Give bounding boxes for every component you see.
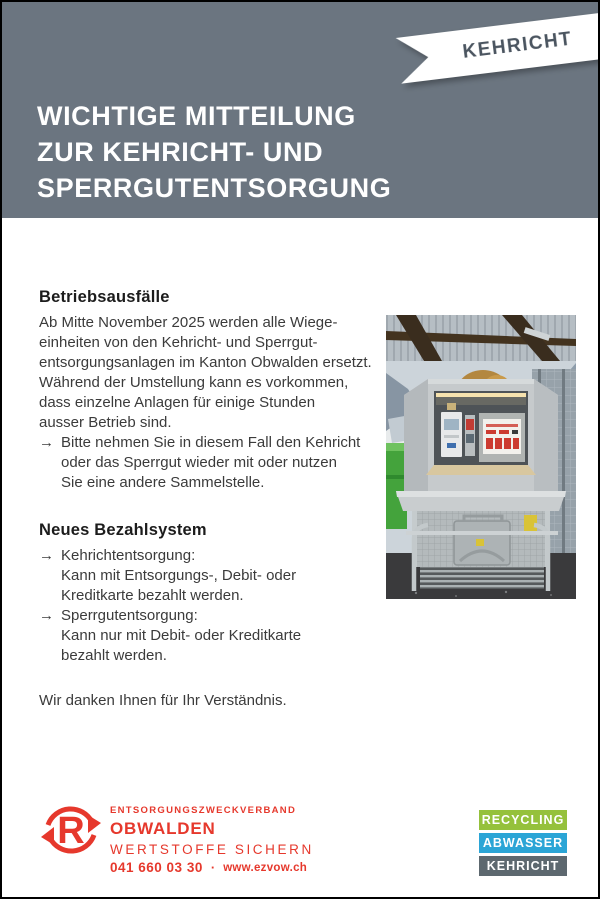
paragraph-line: Während der Umstellung kann es vorkommen,: [39, 374, 349, 391]
paragraph-line: Ab Mitte November 2025 werden alle Wiege-: [39, 314, 338, 331]
service-badges: [479, 810, 567, 879]
page-title-line: ZUR KEHRICHT- UND: [37, 137, 324, 167]
header-band: [2, 2, 598, 218]
organisation-type: ENTSORGUNGSZWECKVERBAND: [110, 805, 297, 816]
list-item-text: [61, 433, 360, 493]
section1-paragraph: [39, 313, 384, 433]
contact-row: [110, 860, 307, 875]
arrow-bullet-icon: →: [39, 607, 54, 624]
list-item: [39, 606, 384, 666]
list-item: [39, 433, 384, 493]
list-item: [39, 546, 384, 606]
section1-heading: Betriebsausfälle: [39, 288, 170, 306]
organisation-block: [110, 805, 314, 857]
page-title-line: SPERRGUTENTSORGUNG: [37, 173, 392, 203]
badge-kehricht: KEHRICHT: [479, 856, 567, 876]
page-title-line: WICHTIGE MITTEILUNG: [37, 101, 356, 131]
website-url: www.ezvow.ch: [223, 861, 308, 874]
page-title: [37, 98, 391, 206]
section2-heading: Neues Bezahlsystem: [39, 521, 207, 539]
separator-dot: ·: [210, 860, 216, 875]
list-item-line: Kehrichtentsorgung:: [61, 547, 196, 564]
main-content: [39, 286, 384, 711]
list-item-text: [61, 606, 301, 666]
organisation-name: OBWALDEN: [110, 819, 216, 838]
category-ribbon: [396, 13, 598, 90]
organisation-tagline: WERTSTOFFE SICHERN: [110, 842, 314, 857]
waste-disposal-station-photo: [386, 315, 576, 599]
paragraph-line: entsorgungsanlagen im Kanton Obwalden ersetzt.: [39, 354, 372, 371]
list-item-line: oder das Sperrgut wieder mit oder nutzen: [61, 454, 337, 471]
arrow-bullet-icon: →: [39, 434, 54, 451]
phone-number: 041 660 03 30: [110, 860, 203, 875]
svg-text:R: R: [57, 810, 85, 852]
badge-abwasser: ABWASSER: [479, 833, 567, 853]
list-item-line: Sie eine andere Sammelstelle.: [61, 474, 265, 491]
recycling-r-logo-icon: [39, 798, 103, 862]
list-item-line: Kann mit Entsorgungs-, Debit- oder: [61, 567, 297, 584]
flyer-sheet: [2, 2, 598, 897]
paragraph-line: dass einzelne Anlagen für einige Stunden: [39, 394, 316, 411]
list-item-line: Kreditkarte bezahlt werden.: [61, 587, 244, 604]
list-item-line: bezahlt werden.: [61, 647, 167, 664]
list-item-line: Kann nur mit Debit- oder Kreditkarte: [61, 627, 302, 644]
list-item-line: Sperrgutentsorgung:: [61, 607, 198, 624]
list-item-line: Bitte nehmen Sie in diesem Fall den Kehricht: [61, 434, 361, 451]
badge-recycling: RECYCLING: [479, 810, 567, 830]
paragraph-line: einheiten von den Kehricht- und Sperrgut-: [39, 334, 318, 351]
ribbon-label: KEHRICHT: [461, 28, 574, 63]
closing-line: Wir danken Ihnen für Ihr Verständnis.: [39, 692, 287, 709]
arrow-bullet-icon: →: [39, 547, 54, 564]
paragraph-line: ausser Betrieb sind.: [39, 414, 172, 431]
list-item-text: [61, 546, 296, 606]
